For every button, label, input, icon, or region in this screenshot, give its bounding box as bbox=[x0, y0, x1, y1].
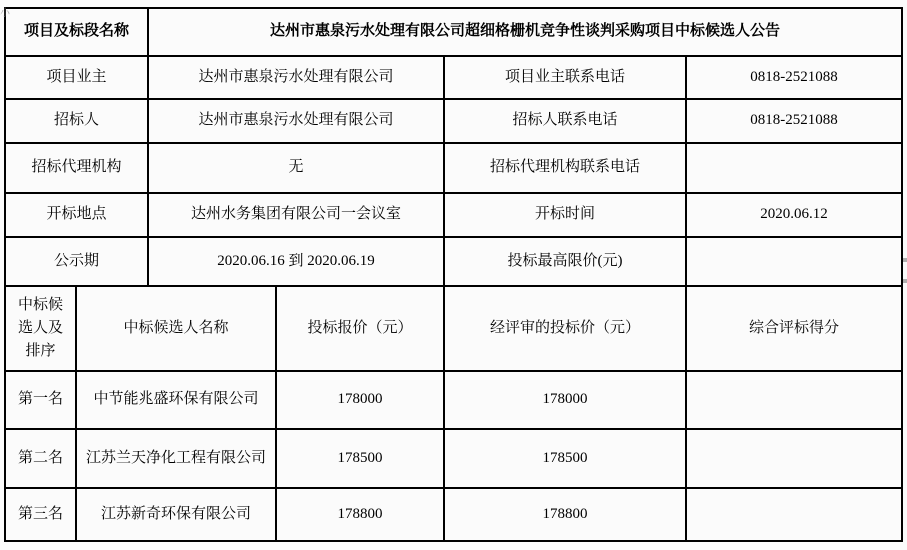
publicity-period-label: 公示期 bbox=[5, 237, 148, 286]
opening-time-value: 2020.06.12 bbox=[686, 193, 902, 237]
candidate-score bbox=[686, 429, 902, 488]
table-row bbox=[5, 143, 902, 193]
publicity-period-value: 2020.06.16 到 2020.06.19 bbox=[148, 237, 444, 286]
candidate-bid-price: 178000 bbox=[276, 371, 444, 429]
candidate-row bbox=[5, 371, 902, 429]
candidate-rank: 第二名 bbox=[5, 429, 76, 488]
score-header: 综合评标得分 bbox=[686, 286, 902, 371]
candidate-bid-price: 178800 bbox=[276, 488, 444, 541]
owner-value: 达州市惠泉污水处理有限公司 bbox=[148, 56, 444, 99]
agency-phone-label: 招标代理机构联系电话 bbox=[444, 143, 686, 193]
candidate-evaluated-price: 178000 bbox=[444, 371, 686, 429]
agency-phone-value bbox=[686, 143, 902, 193]
owner-label: 项目业主 bbox=[5, 56, 148, 99]
tenderee-label: 招标人 bbox=[5, 99, 148, 143]
opening-place-value: 达州水务集团有限公司一会议室 bbox=[148, 193, 444, 237]
evaluated-price-header: 经评审的投标价（元） bbox=[444, 286, 686, 371]
candidate-name-header: 中标候选人名称 bbox=[76, 286, 276, 371]
bid-price-header: 投标报价（元） bbox=[276, 286, 444, 371]
agency-value: 无 bbox=[148, 143, 444, 193]
agency-label: 招标代理机构 bbox=[5, 143, 148, 193]
table-row bbox=[5, 99, 902, 143]
owner-phone-label: 项目业主联系电话 bbox=[444, 56, 686, 99]
candidate-rank: 第三名 bbox=[5, 488, 76, 541]
table-row bbox=[5, 56, 902, 99]
candidate-row bbox=[5, 429, 902, 488]
candidate-evaluated-price: 178500 bbox=[444, 429, 686, 488]
candidate-score bbox=[686, 488, 902, 541]
max-price-label: 投标最高限价(元) bbox=[444, 237, 686, 286]
candidate-name: 中节能兆盛环保有限公司 bbox=[76, 371, 276, 429]
rank-header: 中标候选人及排序 bbox=[5, 286, 76, 371]
right-edge-scrollbar-mark bbox=[903, 279, 907, 283]
bid-announcement-table bbox=[4, 7, 903, 542]
candidate-evaluated-price: 178800 bbox=[444, 488, 686, 541]
project-name-label: 项目及标段名称 bbox=[5, 8, 148, 56]
tenderee-phone-value: 0818-2521088 bbox=[686, 99, 902, 143]
table-row bbox=[5, 8, 902, 56]
project-name-value: 达州市惠泉污水处理有限公司超细格栅机竞争性谈判采购项目中标候选人公告 bbox=[148, 8, 902, 56]
candidate-name: 江苏兰天净化工程有限公司 bbox=[76, 429, 276, 488]
table-row bbox=[5, 193, 902, 237]
opening-place-label: 开标地点 bbox=[5, 193, 148, 237]
max-price-value bbox=[686, 237, 902, 286]
candidate-name: 江苏新奇环保有限公司 bbox=[76, 488, 276, 541]
candidate-bid-price: 178500 bbox=[276, 429, 444, 488]
opening-time-label: 开标时间 bbox=[444, 193, 686, 237]
top-left-artifact: 小 bbox=[0, 8, 10, 19]
candidate-header-row bbox=[5, 286, 902, 371]
tenderee-value: 达州市惠泉污水处理有限公司 bbox=[148, 99, 444, 143]
candidate-row bbox=[5, 488, 902, 541]
tenderee-phone-label: 招标人联系电话 bbox=[444, 99, 686, 143]
owner-phone-value: 0818-2521088 bbox=[686, 56, 902, 99]
table-row bbox=[5, 237, 902, 286]
candidate-rank: 第一名 bbox=[5, 371, 76, 429]
candidate-score bbox=[686, 371, 902, 429]
right-edge-scrollbar-mark bbox=[903, 258, 907, 262]
